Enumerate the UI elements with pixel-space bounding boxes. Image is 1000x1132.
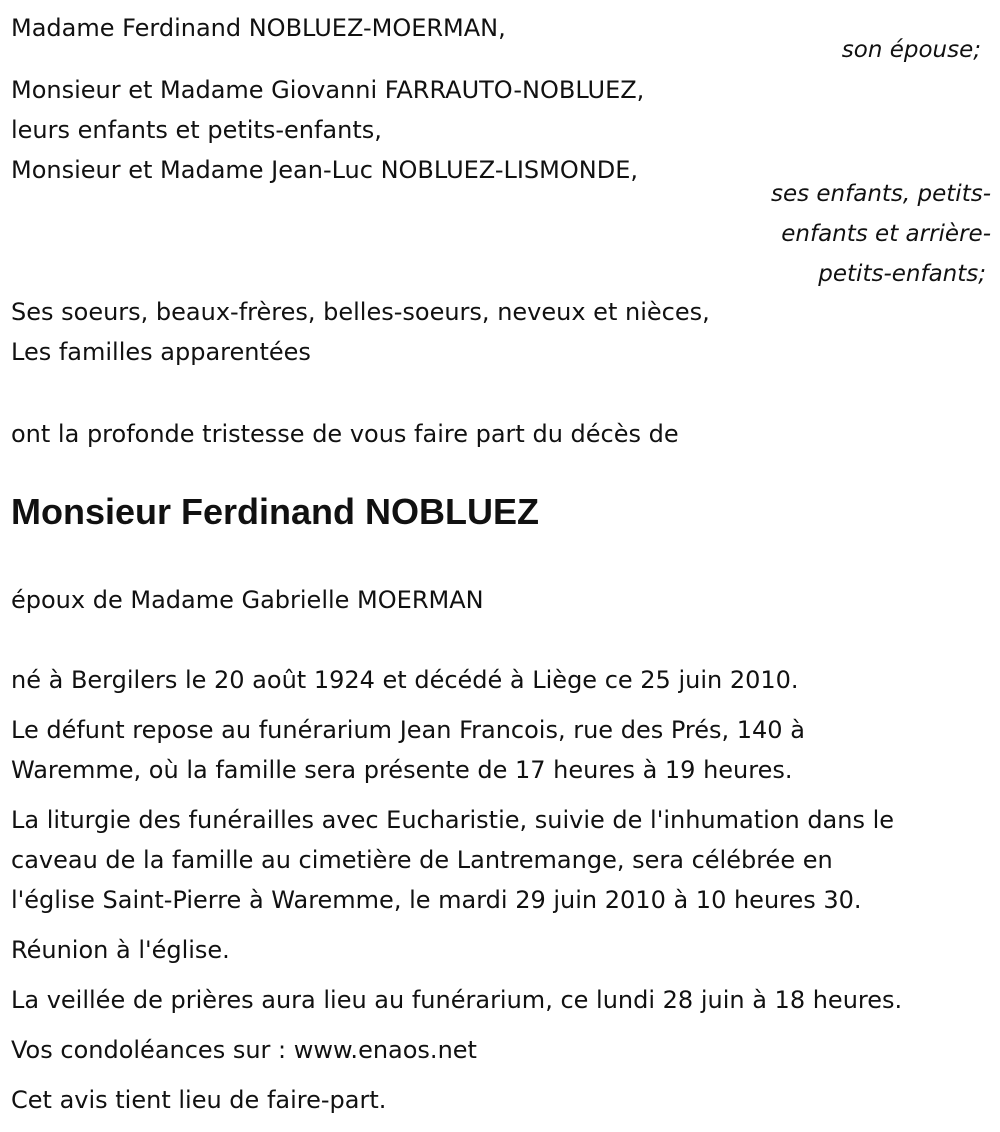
rest-line-2: Waremme, où la famille sera présente de 17 heures à 19 heures. xyxy=(11,756,793,784)
family-line-siblings: Ses soeurs, beaux-frères, belles-soeurs, neveux et nièces, xyxy=(11,298,710,326)
family-line-grandchildren: leurs enfants et petits-enfants, xyxy=(11,116,382,144)
family-line-farrauto: Monsieur et Madame Giovanni FARRAUTO-NOBLUEZ, xyxy=(11,76,645,104)
role-spouse: son épouse; xyxy=(841,37,981,63)
family-line-spouse: Madame Ferdinand NOBLUEZ-MOERMAN, xyxy=(11,14,506,42)
birth-death: né à Bergilers le 20 août 1924 et décédé à Liège ce 25 juin 2010. xyxy=(11,666,799,694)
spouse-line: époux de Madame Gabrielle MOERMAN xyxy=(11,586,484,614)
meeting-line: Réunion à l'église. xyxy=(11,936,230,964)
liturgy-line-3: l'église Saint-Pierre à Waremme, le mardi 29 juin 2010 à 10 heures 30. xyxy=(11,886,862,914)
deceased-name: Monsieur Ferdinand NOBLUEZ xyxy=(11,491,540,532)
liturgy-line-1: La liturgie des funérailles avec Eucharistie, suivie de l'inhumation dans le xyxy=(11,806,895,834)
notice-line: Cet avis tient lieu de faire-part. xyxy=(11,1086,387,1114)
role-children-3: petits-enfants; xyxy=(818,261,986,287)
family-line-relatives: Les familles apparentées xyxy=(11,338,311,366)
announcement: ont la profonde tristesse de vous faire part du décès de xyxy=(11,420,679,448)
vigil-line: La veillée de prières aura lieu au funérarium, ce lundi 28 juin à 18 heures. xyxy=(11,986,903,1014)
rest-line-1: Le défunt repose au funérarium Jean Francois, rue des Prés, 140 à xyxy=(11,716,805,744)
role-children-2: enfants et arrière- xyxy=(781,221,991,247)
liturgy-line-2: caveau de la famille au cimetière de Lantremange, sera célébrée en xyxy=(11,846,833,874)
role-children-1: ses enfants, petits- xyxy=(770,181,991,207)
condolences-line: Vos condoléances sur : www.enaos.net xyxy=(11,1036,477,1064)
family-line-lismonde: Monsieur et Madame Jean-Luc NOBLUEZ-LISMONDE, xyxy=(11,156,638,184)
